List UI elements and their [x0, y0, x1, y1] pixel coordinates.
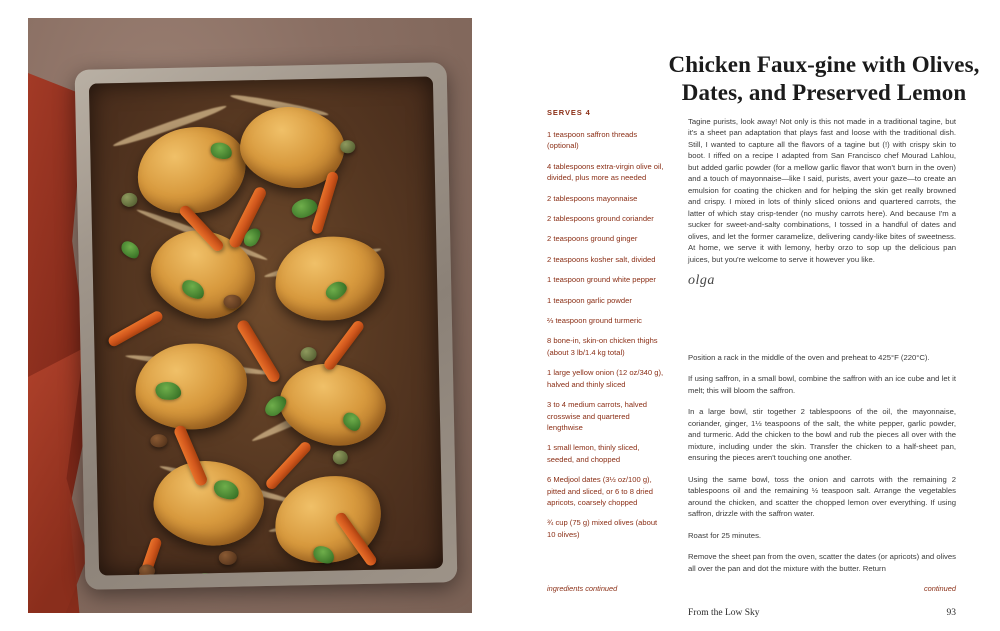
ingredient-item: 4 tablespoons extra-virgin olive oil, divided, plus more as needed	[547, 161, 664, 183]
instruction-step: Roast for 25 minutes.	[688, 530, 762, 540]
ingredient-item: 2 teaspoons ground ginger	[547, 234, 638, 244]
headnote-column	[688, 108, 956, 289]
ingredient-item: 1 teaspoon ground white pepper	[547, 275, 656, 285]
instruction-step: Position a rack in the middle of the oven and preheat to 425°F (220°C).	[688, 352, 930, 362]
recipe-photograph	[28, 18, 472, 613]
ingredients-continued-note: ingredients continued	[547, 584, 618, 593]
page-footer	[688, 608, 956, 618]
text-page	[500, 0, 1000, 631]
page-title: Chicken Faux-gine with Olives, Dates, and Preserved Lemon	[668, 52, 980, 106]
author-signature: olga	[688, 272, 715, 288]
ingredient-item: 2 tablespoons ground coriander	[547, 214, 654, 224]
serves-label: SERVES 4	[547, 108, 591, 117]
ingredient-item: 1 large yellow onion (12 oz/340 g), halved and thinly sliced	[547, 368, 664, 389]
ingredient-item: 8 bone-in, skin-on chicken thighs (about 3 lb/1.4 kg total)	[547, 336, 658, 357]
continued-note: continued	[923, 584, 956, 593]
instruction-step: In a large bowl, stir together 2 tablespoons of the oil, the mayonnaise, coriander, ginger, 1½ teaspoons of the salt, the white pepper, garlic powder, and turmeric. Add the chicken to the bowl and rub the pieces all over with the mixture, including under the skin. Transfer the chicken to a half-sheet pan, ensuring the pieces aren't touching one another.	[688, 407, 956, 463]
instructions-column	[688, 344, 956, 584]
ingredient-item: ¾ cup (75 g) mixed olives (about 10 olives)	[547, 518, 658, 539]
ingredient-item: 2 teaspoons kosher salt, divided	[547, 254, 656, 264]
ingredients-column	[547, 108, 665, 549]
ingredient-item: 1 teaspoon garlic powder	[547, 295, 632, 305]
ingredient-item: 1 teaspoon saffron threads (optional)	[547, 130, 638, 151]
sheet-pan	[75, 62, 458, 590]
instruction-step: If using saffron, in a small bowl, combine the saffron with an ice cube and let it melt; this will bloom the saffron.	[688, 374, 956, 395]
ingredient-item: 3 to 4 medium carrots, halved crosswise and quartered lengthwise	[547, 400, 648, 432]
instruction-step: Remove the sheet pan from the oven, scatter the dates (or apricots) and olives all over the pan and dot the mixture with the butter. Return	[688, 552, 956, 573]
chapter-name: From the Low Sky	[688, 608, 760, 618]
ingredient-item: 1 small lemon, thinly sliced, seeded, and chopped	[547, 443, 640, 464]
sheet-pan-interior	[89, 76, 443, 575]
page-number: 93	[946, 608, 956, 618]
headnote-text: Tagine purists, look away! Not only is this not made in a traditional tagine, but it's a sheet pan adaptation that plays fast and loose with the traditional dish. Still, I wanted to capture all the flavors of a tagine but (!) with crispy skin to boot. I riffed on a recipe I adapted from San Francisco chef Mourad Lahlou, but added garlic powder (for a mellow garlic flavor that won't burn in the oven) and a touch of mayonnaise—like I said, purists, avert your gaze—to create an emulsion for coating the chicken and for helping the skin get really browned and crispy. I mixed in lots of thinly sliced onions and quartered carrots, the latter of which stay crisp-tender (no mushy carrots here). And because I'm a sucker for sweet-and-salty combinations, I tossed in a handful of dates and olives, and let the former caramelize, delivering candy-like bites of sweetness. At home, we serve it with lemony, herby orzo to sop up the delicious pan juices, but you're welcome to serve it however you like.	[688, 116, 956, 264]
ingredient-item: 2 tablespoons mayonnaise	[547, 193, 638, 203]
ingredient-item: 6 Medjool dates (3½ oz/100 g), pitted and sliced, or 6 to 8 dried apricots, coarsely chopped	[547, 475, 653, 507]
ingredient-item: ⅔ teaspoon ground turmeric	[547, 316, 642, 326]
instruction-step: Using the same bowl, toss the onion and carrots with the remaining 2 tablespoons oil and the remaining ½ teaspoon salt. Arrange the vegetables around the chicken, and scatter the chopped lemon over everything. If using saffron, drizzle with the saffron water.	[688, 474, 956, 519]
